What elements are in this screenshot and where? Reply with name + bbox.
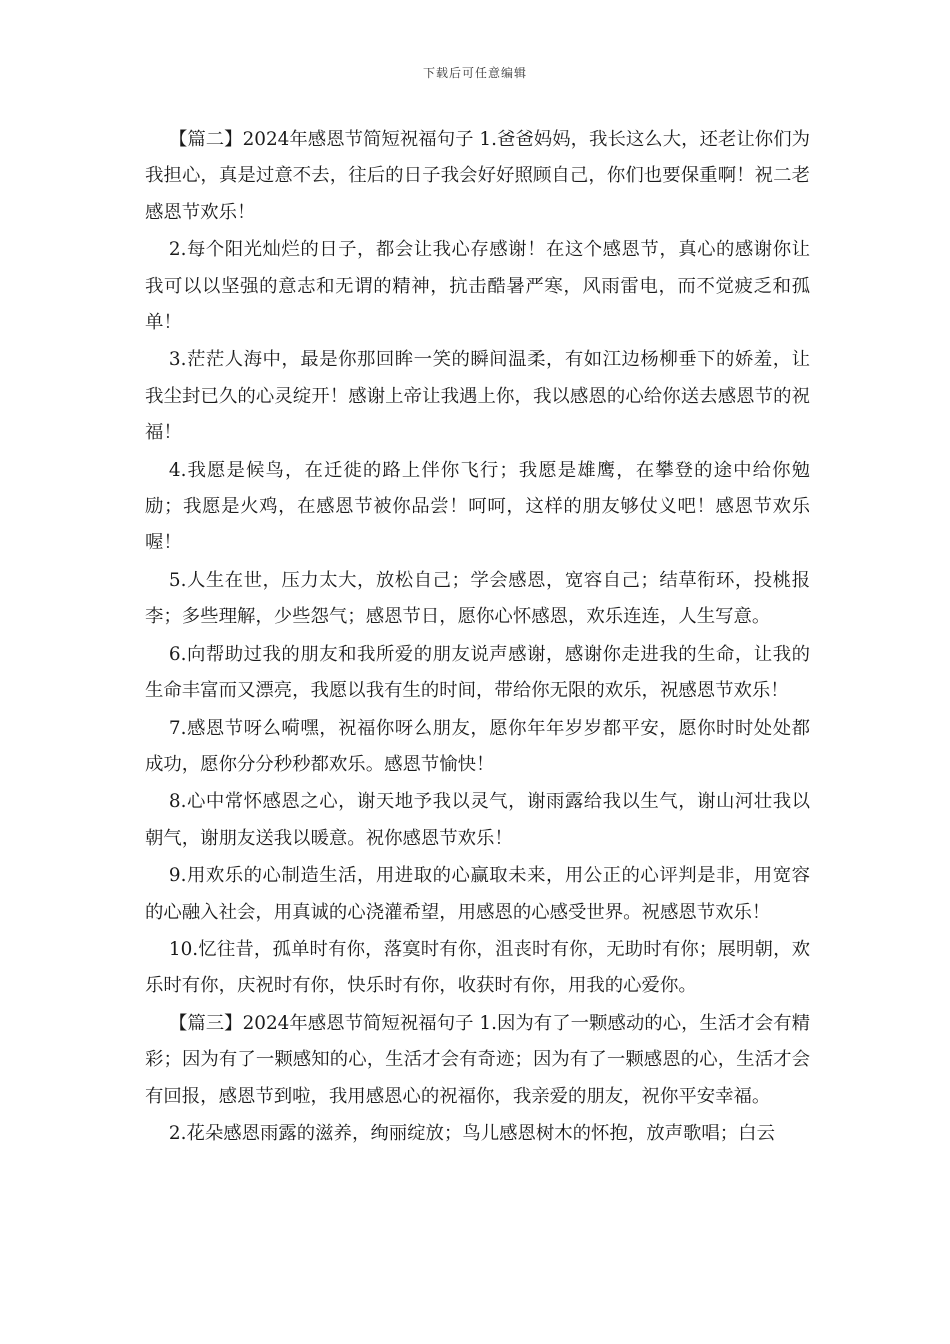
paragraph: 9.用欢乐的心制造生活，用进取的心赢取未来，用公正的心评判是非，用宽容的心融入社会，用真诚的心浇灌希望，用感恩的心感受世界。祝感恩节欢乐！ — [145, 865, 810, 923]
paragraph: 【篇二】2024年感恩节简短祝福句子 1.爸爸妈妈，我长这么大，还老让你们为我担心，真是过意不去，往后的日子我会好好照顾自己，你们也要保重啊！祝二老感恩节欢乐！ — [145, 129, 810, 223]
paragraph: 5.人生在世，压力太大，放松自己；学会感恩，宽容自己；结草衔环，投桃报李；多些理解，少些怨气；感恩节日，愿你心怀感恩，欢乐连连，人生写意。 — [145, 569, 810, 628]
paragraph: 3.茫茫人海中，最是你那回眸一笑的瞬间温柔，有如江边杨柳垂下的娇羞，让我尘封已久的心灵绽开！感谢上帝让我遇上你，我以感恩的心给你送去感恩节的祝福！ — [145, 349, 810, 444]
paragraph: 7.感恩节呀么嗬嘿，祝福你呀么朋友，愿你年年岁岁都平安，愿你时时处处都成功，愿你分分秒秒都欢乐。感恩节愉快！ — [145, 717, 810, 775]
paragraph: 10.忆往昔，孤单时有你，落寞时有你，沮丧时有你，无助时有你；展明朝，欢乐时有你，庆祝时有你，快乐时有你，收获时有你，用我的心爱你。 — [145, 938, 810, 997]
paragraph: 6.向帮助过我的朋友和我所爱的朋友说声感谢，感谢你走进我的生命，让我的生命丰富而又漂亮，我愿以我有生的时间，带给你无限的欢乐，祝感恩节欢乐！ — [145, 643, 810, 702]
paragraph: 2.花朵感恩雨露的滋养，绚丽绽放；鸟儿感恩树木的怀抱，放声歌唱；白云 — [168, 1122, 775, 1144]
document-body — [145, 122, 810, 1153]
paragraph: 4.我愿是候鸟，在迁徙的路上伴你飞行；我愿是雄鹰，在攀登的途中给你勉励；我愿是火鸡，在感恩节被你品尝！呵呵，这样的朋友够仗义吧！感恩节欢乐喔！ — [145, 459, 810, 554]
paragraph: 2.每个阳光灿烂的日子，都会让我心存感谢！在这个感恩节，真心的感谢你让我可以以坚强的意志和无谓的精神，抗击酷暑严寒，风雨雷电，而不觉疲乏和孤单！ — [145, 239, 810, 334]
paragraph: 8.心中常怀感恩之心，谢天地予我以灵气，谢雨露给我以生气，谢山河壮我以朝气，谢朋友送我以暖意。祝你感恩节欢乐！ — [145, 791, 810, 849]
header-note: 下载后可任意编辑 — [422, 66, 527, 80]
paragraph: 【篇三】2024年感恩节简短祝福句子 1.因为有了一颗感动的心，生活才会有精彩；因为有了一颗感知的心，生活才会有奇迹；因为有了一颗感恩的心，生活才会有回报，感恩节到啦，我用感恩心的祝福你，我亲爱的朋友，祝你平安幸福。 — [145, 1012, 810, 1107]
